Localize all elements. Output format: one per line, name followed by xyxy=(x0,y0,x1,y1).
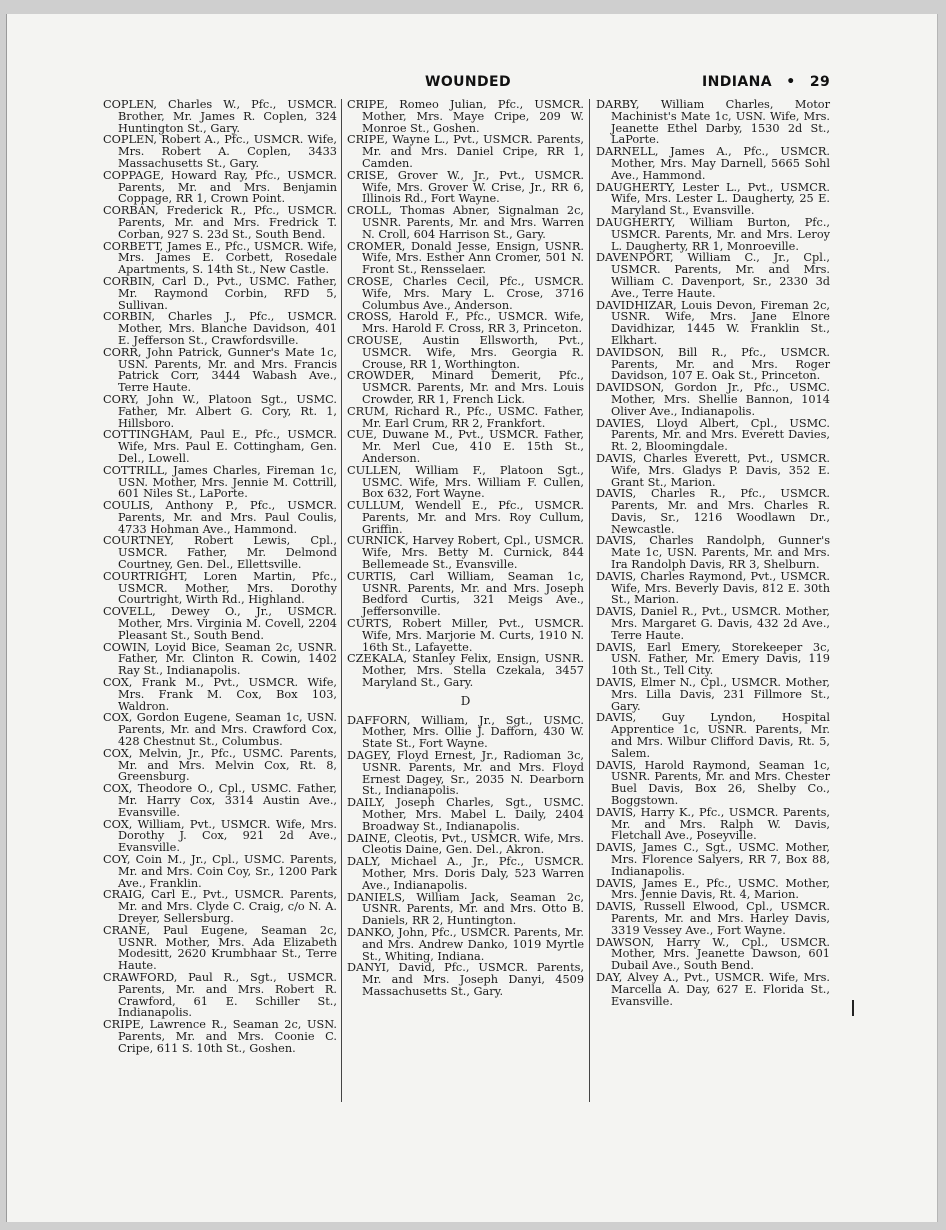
casualty-entry: CRISE, Grover W., Jr., Pvt., USMCR. Wife, Mrs. Grover W. Crise, Jr., RR 6, Illinois Rd., Fort Wayne. xyxy=(347,168,584,206)
casualty-entry: CULLEN, William F., Platoon Sgt., USMC. Wife, Mrs. William F. Cullen, Box 632, Fort Wayne. xyxy=(347,463,584,501)
casualty-entry: CROUSE, Austin Ellsworth, Pvt., USMCR. Wife, Mrs. Georgia R. Crouse, RR 1, Worthington. xyxy=(347,333,584,371)
casualty-entry: DANIELS, William Jack, Seaman 2c, USNR. Parents, Mr. and Mrs. Otto B. Daniels, RR 2, Huntington. xyxy=(347,890,584,928)
column-2 xyxy=(347,99,584,998)
casualty-entry: COX, William, Pvt., USMCR. Wife, Mrs. Dorothy J. Cox, 921 2d Ave., Evansville. xyxy=(103,817,337,855)
casualty-entry: CORBIN, Charles J., Pfc., USMCR. Mother, Mrs. Blanche Davidson, 401 E. Jefferson St., Crawfordsville. xyxy=(103,310,337,347)
casualty-entry: CRIPE, Wayne L., Pvt., USMCR. Parents, Mr. and Mrs. Daniel Cripe, RR 1, Camden. xyxy=(347,133,584,170)
casualty-entry: DAVIS, Guy Lyndon, Hospital Apprentice 1c, USNR. Parents, Mr. and Mrs. Wilbur Clifford Davis, Rt. 5, Salem. xyxy=(596,711,830,760)
casualty-entry: DAVIS, Elmer N., Cpl., USMCR. Mother, Mrs. Lilla Davis, 231 Fillmore St., Gary. xyxy=(596,676,830,713)
casualty-entry: COX, Melvin, Jr., Pfc., USMC. Parents, Mr. and Mrs. Melvin Cox, Rt. 8, Greensburg. xyxy=(103,746,337,784)
casualty-entry: DALY, Michael A., Jr., Pfc., USMCR. Mother, Mrs. Doris Daly, 523 Warren Ave., Indianapolis. xyxy=(347,855,584,892)
casualty-entry: COTTRILL, James Charles, Fireman 1c, USN. Mother, Mrs. Jennie M. Cottrill, 601 Niles St., LaPorte. xyxy=(103,463,337,501)
casualty-entry: DAUGHERTY, Lester L., Pvt., USMCR. Wife, Mrs. Lester L. Daugherty, 25 E. Maryland St., Evansville. xyxy=(596,180,830,218)
casualty-entry: DAVIS, Harry K., Pfc., USMCR. Parents, Mr. and Mrs. Ralph W. Davis, Fletchall Ave., Poseyville. xyxy=(596,805,830,843)
casualty-entry: DAVIS, Harold Raymond, Seaman 1c, USNR. Parents, Mr. and Mrs. Chester Buel Davis, Box 26, Shelby Co., Boggstown. xyxy=(596,758,830,808)
margin-mark xyxy=(852,1000,854,1016)
casualty-entry: COPLEN, Charles W., Pfc., USMCR. Brother, Mr. James R. Coplen, 324 Huntington St., Gary. xyxy=(103,98,337,135)
casualty-entry: CRIPE, Lawrence R., Seaman 2c, USN. Parents, Mr. and Mrs. Coonie C. Cripe, 611 S. 10th St., Goshen. xyxy=(103,1018,337,1055)
section-title: WOUNDED xyxy=(425,74,512,90)
casualty-entry: DAILY, Joseph Charles, Sgt., USMC. Mother, Mrs. Mabel L. Daily, 2404 Broadway St., Indianapolis. xyxy=(347,796,584,833)
casualty-entry: DAVIS, Earl Emery, Storekeeper 3c, USN. Father, Mr. Emery Davis, 119 10th St., Tell City. xyxy=(596,640,830,678)
casualty-entry: DAVIS, Russell Elwood, Cpl., USMCR. Parents, Mr. and Mrs. Harley Davis, 3319 Vessey Ave., Fort Wayne. xyxy=(596,900,830,937)
casualty-entry: CULLUM, Wendell E., Pfc., USMCR. Parents, Mr. and Mrs. Roy Cullum, Griffin. xyxy=(347,499,584,536)
casualty-entry: DARBY, William Charles, Motor Machinist's Mate 1c, USN. Wife, Mrs. Jeanette Ethel Darby, 1530 2d St., LaPorte. xyxy=(596,98,830,147)
casualty-entry: CRAWFORD, Paul R., Sgt., USMCR. Parents, Mr. and Mrs. Robert R. Crawford, 61 E. Schiller St., Indianapolis. xyxy=(103,970,337,1020)
casualty-entry: DAVIS, Daniel R., Pvt., USMCR. Mother, Mrs. Margaret G. Davis, 432 2d Ave., Terre Haute. xyxy=(596,605,830,642)
casualty-entry: CRAIG, Carl E., Pvt., USMCR. Parents, Mr. and Mrs. Clyde C. Craig, c/o N. A. Dreyer, Sellersburg. xyxy=(103,888,337,925)
casualty-entry: CRIPE, Romeo Julian, Pfc., USMCR. Mother, Mrs. Maye Cripe, 209 W. Monroe St., Goshen. xyxy=(347,98,584,135)
casualty-entry: DAVIS, James E., Pfc., USMC. Mother, Mrs. Jennie Davis, Rt. 4, Marion. xyxy=(596,876,830,902)
casualty-entry: CURTS, Robert Miller, Pvt., USMCR. Wife, Mrs. Marjorie M. Curts, 1910 N. 16th St., Lafayette. xyxy=(347,617,584,654)
casualty-entry: CRUM, Richard R., Pfc., USMC. Father, Mr. Earl Crum, RR 2, Frankfort. xyxy=(347,404,584,430)
casualty-entry: DARNELL, James A., Pfc., USMCR. Mother, Mrs. May Darnell, 5665 Sohl Ave., Hammond. xyxy=(596,145,830,182)
bullet-separator: • xyxy=(786,74,796,90)
casualty-entry: COY, Coin M., Jr., Cpl., USMC. Parents, Mr. and Mrs. Coin Coy, Sr., 1200 Park Ave., Franklin. xyxy=(103,853,337,890)
casualty-entry: DAVIS, James C., Sgt., USMC. Mother, Mrs. Florence Salyers, RR 7, Box 88, Indianapolis. xyxy=(596,841,830,878)
casualty-entry: CROWDER, Minard Demerit, Pfc., USMCR. Parents, Mr. and Mrs. Louis Crowder, RR 1, French Lick. xyxy=(347,369,584,406)
casualty-entry: COPLEN, Robert A., Pfc., USMCR. Wife, Mrs. Robert A. Coplen, 3433 Massachusetts St., Gary. xyxy=(103,133,337,170)
casualty-entry: DAWSON, Harry W., Cpl., USMCR. Mother, Mrs. Jeanette Dawson, 601 Dubail Ave., South Bend. xyxy=(596,935,830,973)
casualty-entry: CURTIS, Carl William, Seaman 1c, USNR. Parents, Mr. and Mrs. Joseph Bedford Curtis, 321 Meigs Ave., Jeffersonville. xyxy=(347,569,584,619)
column-divider-1 xyxy=(341,99,342,1102)
casualty-entry: COPPAGE, Howard Ray, Pfc., USMCR. Parents, Mr. and Mrs. Benjamin Coppage, RR 1, Crown Point. xyxy=(103,168,337,206)
casualty-entry: DAVIS, Charles Raymond, Pvt., USMCR. Wife, Mrs. Beverly Davis, 812 E. 30th St., Marion. xyxy=(596,569,830,607)
casualty-entry: COURTRIGHT, Loren Martin, Pfc., USMCR. Mother, Mrs. Dorothy Courtright, Wirth Rd., Highland. xyxy=(103,569,337,607)
casualty-entry: DAVIES, Lloyd Albert, Cpl., USMC. Parents, Mr. and Mrs. Everett Davies, Rt. 2, Bloomingdale. xyxy=(596,416,830,454)
casualty-entry: COX, Gordon Eugene, Seaman 1c, USN. Parents, Mr. and Mrs. Crawford Cox, 428 Chestnut St., Columbus. xyxy=(103,711,337,749)
casualty-entry: DAGEY, Floyd Ernest, Jr., Radioman 3c, USNR. Parents, Mr. and Mrs. Floyd Ernest Dagey, Sr., 2035 N. Dearborn St., Indianapolis. xyxy=(347,749,584,798)
casualty-entry: DAVIDSON, Bill R., Pfc., USMCR. Parents, Mr. and Mrs. Roger Davidson, 107 E. Oak St., Princeton. xyxy=(596,345,830,383)
casualty-entry: CUE, Duwane M., Pvt., USMCR. Father, Mr. Merl Cue, 410 E. 15th St., Anderson. xyxy=(347,428,584,465)
casualty-entry: CROSS, Harold F., Pfc., USMCR. Wife, Mrs. Harold F. Cross, RR 3, Princeton. xyxy=(347,310,584,336)
casualty-entry: DAINE, Cleotis, Pvt., USMCR. Wife, Mrs. Cleotis Daine, Gen. Del., Akron. xyxy=(347,831,584,857)
casualty-entry: CORBETT, James E., Pfc., USMCR. Wife, Mrs. James E. Corbett, Rosedale Apartments, S. 14th St., New Castle. xyxy=(103,239,337,277)
casualty-entry: COWIN, Loyid Bice, Seaman 2c, USNR. Father, Mr. Clinton R. Cowin, 1402 Ray St., Indianapolis. xyxy=(103,640,337,678)
casualty-entry: COTTINGHAM, Paul E., Pfc., USMCR. Wife, Mrs. Paul E. Cottingham, Gen. Del., Lowell. xyxy=(103,428,337,465)
casualty-entry: DANKO, John, Pfc., USMCR. Parents, Mr. and Mrs. Andrew Danko, 1019 Myrtle St., Whiting, Indiana. xyxy=(347,925,584,963)
casualty-entry: DAVIDSON, Gordon Jr., Pfc., USMC. Mother, Mrs. Shellie Bannon, 1014 Oliver Ave., Indianapolis. xyxy=(596,381,830,418)
casualty-entry: CURNICK, Harvey Robert, Cpl., USMCR. Wife, Mrs. Betty M. Curnick, 844 Bellemeade St., Evansville. xyxy=(347,534,584,572)
casualty-entry: CORBIN, Carl D., Pvt., USMC. Father, Mr. Raymond Corbin, RFD 5, Sullivan. xyxy=(103,274,337,312)
casualty-entry: COVELL, Dewey O., Jr., USMCR. Mother, Mrs. Virginia M. Covell, 2204 Pleasant St., South Bend. xyxy=(103,605,337,642)
casualty-entry: CORBAN, Frederick R., Pfc., USMCR. Parents, Mr. and Mrs. Fredrick T. Corban, 927 S. 23d St., South Bend. xyxy=(103,204,337,241)
casualty-entry: CROLL, Thomas Abner, Signalman 2c, USNR. Parents, Mr. and Mrs. Warren N. Croll, 604 Harrison St., Gary. xyxy=(347,204,584,241)
casualty-entry: DAVIS, Charles Randolph, Gunner's Mate 1c, USN. Parents, Mr. and Mrs. Ira Randolph Davis, RR 3, Shelburn. xyxy=(596,534,830,572)
page-header-right xyxy=(702,74,830,90)
casualty-entry: DAVIS, Charles R., Pfc., USMCR. Parents, Mr. and Mrs. Charles R. Davis, Sr., 1216 Woodlawn Dr., Newcastle. xyxy=(596,487,830,536)
casualty-entry: CORY, John W., Platoon Sgt., USMC. Father, Mr. Albert G. Cory, Rt. 1, Hillsboro. xyxy=(103,392,337,430)
state-name: INDIANA xyxy=(702,74,772,90)
casualty-entry: DAVIDHIZAR, Louis Devon, Fireman 2c, USNR. Wife, Mrs. Jane Elnore Davidhizar, 1445 W. Franklin St., Elkhart. xyxy=(596,298,830,347)
casualty-entry: DAY, Alvey A., Pvt., USMCR. Wife, Mrs. Marcella A. Day, 627 E. Florida St., Evansville. xyxy=(596,970,830,1008)
section-letter-heading: D xyxy=(460,693,471,708)
casualty-entry: DAUGHERTY, William Burton, Pfc., USMCR. Parents, Mr. and Mrs. Leroy L. Daugherty, RR 1, Monroeville. xyxy=(596,215,830,253)
casualty-entry: COX, Theodore O., Cpl., USMC. Father, Mr. Harry Cox, 3314 Austin Ave., Evansville. xyxy=(103,782,337,819)
casualty-entry: CRANE, Paul Eugene, Seaman 2c, USNR. Mother, Mrs. Ada Elizabeth Modesitt, 2620 Krumbhaar St., Terre Haute. xyxy=(103,923,337,973)
column-3 xyxy=(596,99,830,1007)
casualty-entry: COURTNEY, Robert Lewis, Cpl., USMCR. Father, Mr. Delmond Courtney, Gen. Del., Ellettsville. xyxy=(103,534,337,572)
casualty-entry: DAVENPORT, William C., Jr., Cpl., USMCR. Parents, Mr. and Mrs. William C. Davenport, Sr., 2330 3d Ave., Terre Haute. xyxy=(596,251,830,300)
casualty-entry: CROMER, Donald Jesse, Ensign, USNR. Wife, Mrs. Esther Ann Cromer, 501 N. Front St., Rensselaer. xyxy=(347,239,584,277)
casualty-entry: COULIS, Anthony P., Pfc., USMCR. Parents, Mr. and Mrs. Paul Coulis, 4733 Hohman Ave., Hammond. xyxy=(103,499,337,536)
casualty-entry: CORR, John Patrick, Gunner's Mate 1c, USN. Parents, Mr. and Mrs. Francis Patrick Corr, 3444 Wabash Ave., Terre Haute. xyxy=(103,345,337,395)
casualty-entry: CROSE, Charles Cecil, Pfc., USMCR. Wife, Mrs. Mary L. Crose, 3716 Columbus Ave., Anderson. xyxy=(347,274,584,312)
column-1 xyxy=(103,99,337,1055)
column-divider-2 xyxy=(589,99,590,1102)
casualty-entry: DAFFORN, William, Jr., Sgt., USMC. Mother, Mrs. Ollie J. Dafforn, 430 W. State St., Fort Wayne. xyxy=(347,713,584,751)
casualty-entry: CZEKALA, Stanley Felix, Ensign, USNR. Mother, Mrs. Stella Czekala, 3457 Maryland St., Gary. xyxy=(347,652,584,690)
casualty-entry: DANYI, David, Pfc., USMCR. Parents, Mr. and Mrs. Joseph Danyi, 4509 Massachusetts St., Gary. xyxy=(347,961,584,998)
casualty-entry: COX, Frank M., Pvt., USMCR. Wife, Mrs. Frank M. Cox, Box 103, Waldron. xyxy=(103,676,337,713)
page-number: 29 xyxy=(809,74,831,90)
casualty-entry: DAVIS, Charles Everett, Pvt., USMCR. Wife, Mrs. Gladys P. Davis, 352 E. Grant St., Marion. xyxy=(596,451,830,489)
